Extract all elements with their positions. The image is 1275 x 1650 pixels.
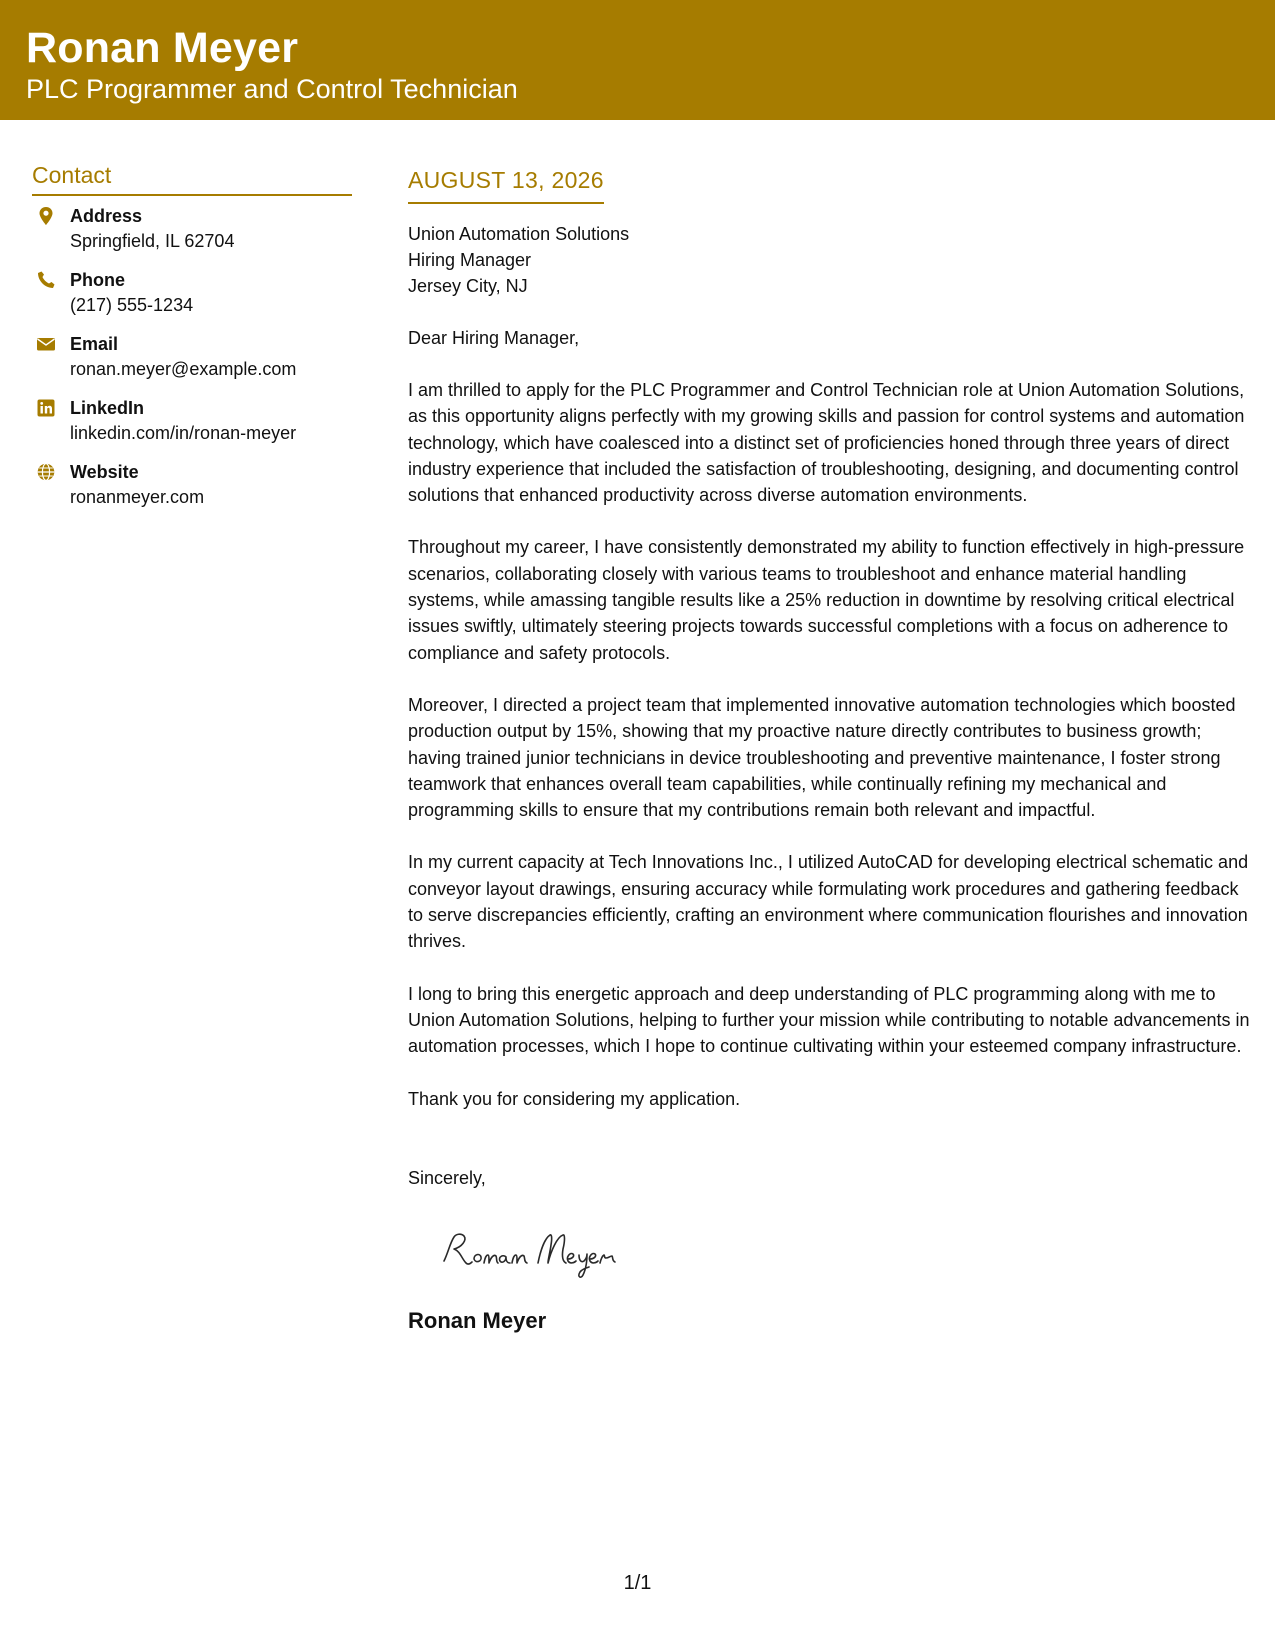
applicant-name: Ronan Meyer [26,24,299,72]
contact-label: Address [70,206,143,226]
contact-label: Phone [70,270,126,290]
linkedin-icon [36,398,56,418]
recipient-company: Union Automation Solutions [408,224,630,244]
contact-item-email [32,332,352,382]
contact-label: Email [70,334,119,354]
contact-item-phone [32,268,352,318]
contact-item-website [32,460,352,510]
contact-value[interactable]: ronan.meyer@example.com [70,359,297,379]
phone-icon [36,270,56,290]
contact-label: Website [70,462,139,482]
letter-paragraph: I am thrilled to apply for the PLC Programmer and Control Technician role at Union Automation Solutions, as this opportunity aligns perfectly with my growing skills and passion for control systems and automation technology, which have coalesced into a distinct set of proficiencies honed through three years of direct industry experience that included the satisfaction of troubleshooting, designing, and documenting control solutions that enhanced productivity across diverse automation environments. [408,380,1245,506]
contact-sidebar [32,160,352,524]
map-pin-icon [36,206,56,226]
contact-value[interactable]: ronanmeyer.com [70,487,205,507]
envelope-icon [36,334,56,354]
contact-value: Springfield, IL 62704 [70,231,235,251]
letter-paragraph: In my current capacity at Tech Innovations Inc., I utilized AutoCAD for developing electrical schematic and conveyor layout drawings, ensuring accuracy while formulating work procedures and gathering feedback to serve discrepancies efficiently, crafting an environment where communication flourishes and innovation thrives. [408,852,1249,952]
contact-item-address [32,204,352,254]
signed-name: Ronan Meyer [408,1307,547,1333]
closing: Sincerely, [408,1167,486,1188]
contact-label: LinkedIn [70,398,145,418]
contact-heading: Contact [32,160,352,196]
globe-icon [36,462,56,482]
applicant-title: PLC Programmer and Control Technician [26,74,518,104]
letter-paragraph: Moreover, I directed a project team that implemented innovative automation technologies which boosted production output by 15%, showing that my proactive nature directly contributes to business growth; having trained junior technicians in device troubleshooting and preventive maintenance, I foster strong teamwork that enhances overall team capabilities, while continually refining my mechanical and programming skills to ensure that my contributions remain both relevant and impactful. [408,694,1236,821]
page-number: 1/1 [623,1572,652,1594]
contact-item-linkedin [32,396,352,446]
contact-value[interactable]: linkedin.com/in/ronan-meyer [70,423,297,443]
recipient-contact: Hiring Manager [408,250,532,270]
letter-paragraph: Throughout my career, I have consistently demonstrated my ability to function effectively in high-pressure scenarios, collaborating closely with various teams to troubleshoot and enhance material handling systems, while amassing tangible results like a 25% reduction in downtime by resolving critical electrical issues swiftly, ultimately steering projects towards successful completions with a focus on adherence to compliance and safety protocols. [408,537,1245,663]
letter-date: AUGUST 13, 2026 [408,165,604,204]
recipient-location: Jersey City, NJ [408,276,528,296]
letter-body [408,165,1253,1335]
header-banner [0,0,1275,120]
letter-paragraph: I long to bring this energetic approach and deep understanding of PLC programming along with me to Union Automation Solutions, helping to further your mission while contributing to notable advancements in automation processes, which I hope to continue cultivating within your esteemed company infrastructure. [408,983,1250,1057]
salutation: Dear Hiring Manager, [408,328,580,348]
handwritten-signature [434,1223,674,1283]
contact-value: (217) 555-1234 [70,295,194,315]
letter-paragraph: Thank you for considering my application. [408,1088,741,1109]
recipient-block [408,221,1253,299]
